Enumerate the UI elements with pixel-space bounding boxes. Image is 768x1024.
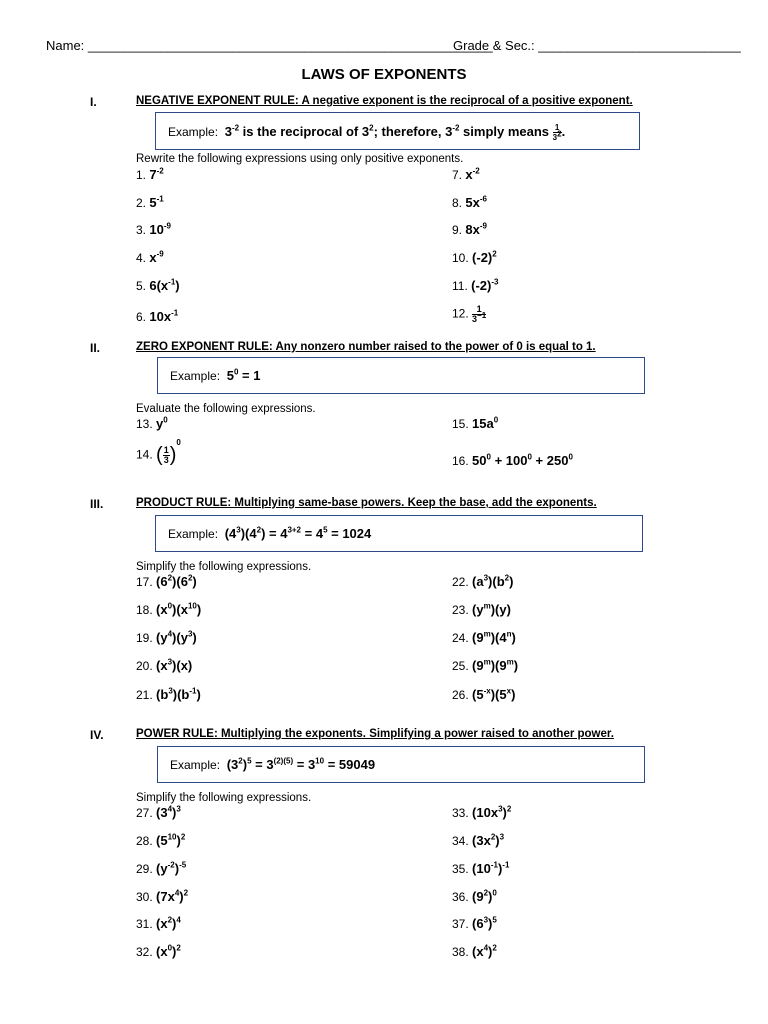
problem-7: 7. $x^{-2}$ (452, 166, 480, 182)
section-1-instruction: Rewrite the following expressions using only positive exponents. (136, 153, 464, 165)
problem-36: 36. $(9^2)^0$ (452, 888, 497, 904)
problem-32: 32. $(x^0)^2$ (136, 943, 181, 959)
page-title: LAWS OF EXPONENTS (301, 66, 467, 83)
example-expression: $(4^3)(4^2) = 4^{3+2} = 4^5 = 1024$ (224, 525, 372, 541)
section-2-example-box (157, 357, 645, 394)
problem-25: 25. (9$^m$)(9$^m$) (452, 657, 519, 673)
problem-35: 35. $(10^{-1})^{-1}$ (452, 860, 510, 876)
example-label: Example: $3^{-2}$ is the reciprocal of $3^2$; therefore, $3^{-2}$ simply means $\frac{1}{3^2}$ . (168, 123, 566, 142)
problem-5: 5. $6(x^{-1})$ (136, 277, 180, 293)
problem-38: 38. $(x^4)^2$ (452, 943, 497, 959)
example-label: Example: $(3^2)^5 = 3^{(2)(5)} = 3^{10} = 59049$ (170, 756, 376, 772)
problem-4: 4. $x^{-9}$ (136, 249, 164, 265)
section-1-rule: NEGATIVE EXPONENT RULE: A negative exponent is the reciprocal of a positive exponent. (136, 95, 633, 107)
problem-26: 26. $(5^{-x})(5^x)$ (452, 686, 516, 702)
example-expression: $5^0 = 1$ (226, 367, 261, 383)
problem-9: 9. $8x^{-9}$ (452, 221, 487, 237)
problem-23: 23. $(y^m)(y)$ (452, 601, 511, 617)
section-4-numeral: IV. (90, 728, 104, 742)
problem-33: 33. $(10x^3)^2$ (452, 804, 512, 820)
problem-8: 8. $5x^{-6}$ (452, 194, 487, 210)
section-1-numeral: I. (90, 95, 97, 109)
problem-15: 15. $15a^0$ (452, 415, 499, 431)
problem-27: 27. $(3^4)^3$ (136, 804, 181, 820)
problem-21: 21. $(b^3)(b^{-1})$ (136, 686, 201, 702)
section-3-example-box (155, 515, 643, 552)
problem-30: 30. $(7x^4)^2$ (136, 888, 189, 904)
problem-19: 19. $(y^4)(y^3)$ (136, 629, 197, 645)
problem-20: 20. $(x^3)(x)$ (136, 657, 193, 673)
section-3-numeral: III. (90, 497, 104, 511)
problem-12: 12. $\frac{1}{3^{-1}}$ (452, 304, 487, 324)
problem-24: 24. (9$^m$)(4$^n$) (452, 629, 516, 645)
problem-3: 3. $10^{-9}$ (136, 221, 171, 237)
problem-29: 29. $(y^{-2})^{-5}$ (136, 860, 187, 876)
section-3-instruction: Simplify the following expressions. (136, 561, 312, 573)
section-3-rule: PRODUCT RULE: Multiplying same-base powers. Keep the base, add the exponents. (136, 497, 597, 509)
grade-section-field-line[interactable]: Grade & Sec.: ____________________________ (453, 38, 741, 53)
problem-31: 31. $(x^2)^4$ (136, 915, 181, 931)
problem-28: 28. $(5^{10})^2$ (136, 832, 186, 848)
problem-13: 13. $y^0$ (136, 415, 168, 431)
section-4-rule: POWER RULE: Multiplying the exponents. Simplifying a power raised to another power. (136, 728, 614, 740)
problem-22: 22. $(a^3)(b^2)$ (452, 573, 514, 589)
problem-14: 14. ( $\frac{1}{3}$ )$^0$ (136, 438, 181, 466)
example-label: Example: $5^0 = 1$ (170, 367, 261, 383)
name-field-line[interactable]: Name: ________________________________________________________ (46, 38, 493, 53)
example-expression: $(3^2)^5 = 3^{(2)(5)} = 3^{10} = 59049$ (226, 756, 376, 772)
example-expression: $3^{-2}$ is the reciprocal of $3^2$; therefore, $3^{-2}$ simply means $\frac{1}{3^2}$ . (224, 123, 566, 142)
section-2-instruction: Evaluate the following expressions. (136, 403, 316, 415)
problem-37: 37. $(6^3)^5$ (452, 915, 497, 931)
problem-6: 6. $10x^{-1}$ (136, 308, 179, 324)
problem-10: 10. $(-2)^2$ (452, 249, 497, 265)
problem-18: 18. $(x^0)(x^{10})$ (136, 601, 202, 617)
section-4-example-box (157, 746, 645, 783)
problem-17: 17. $(6^2)(6^2)$ (136, 573, 197, 589)
example-label: Example: $(4^3)(4^2) = 4^{3+2} = 4^5 = 1024$ (168, 525, 372, 541)
problem-11: 11. $(-2)^{-3}$ (452, 277, 499, 293)
section-2-numeral: II. (90, 341, 101, 355)
section-2-rule: ZERO EXPONENT RULE: Any nonzero number raised to the power of 0 is equal to 1. (136, 341, 596, 353)
section-4-instruction: Simplify the following expressions. (136, 792, 312, 804)
problem-1: 1. $7^{-2}$ (136, 166, 164, 182)
problem-2: 2. $5^{-1}$ (136, 194, 164, 210)
section-1-example-box (155, 112, 640, 150)
problem-34: 34. $(3x^2)^3$ (452, 832, 505, 848)
problem-16: 16. $50^0 + 100^0 + 250^0$ (452, 452, 573, 468)
